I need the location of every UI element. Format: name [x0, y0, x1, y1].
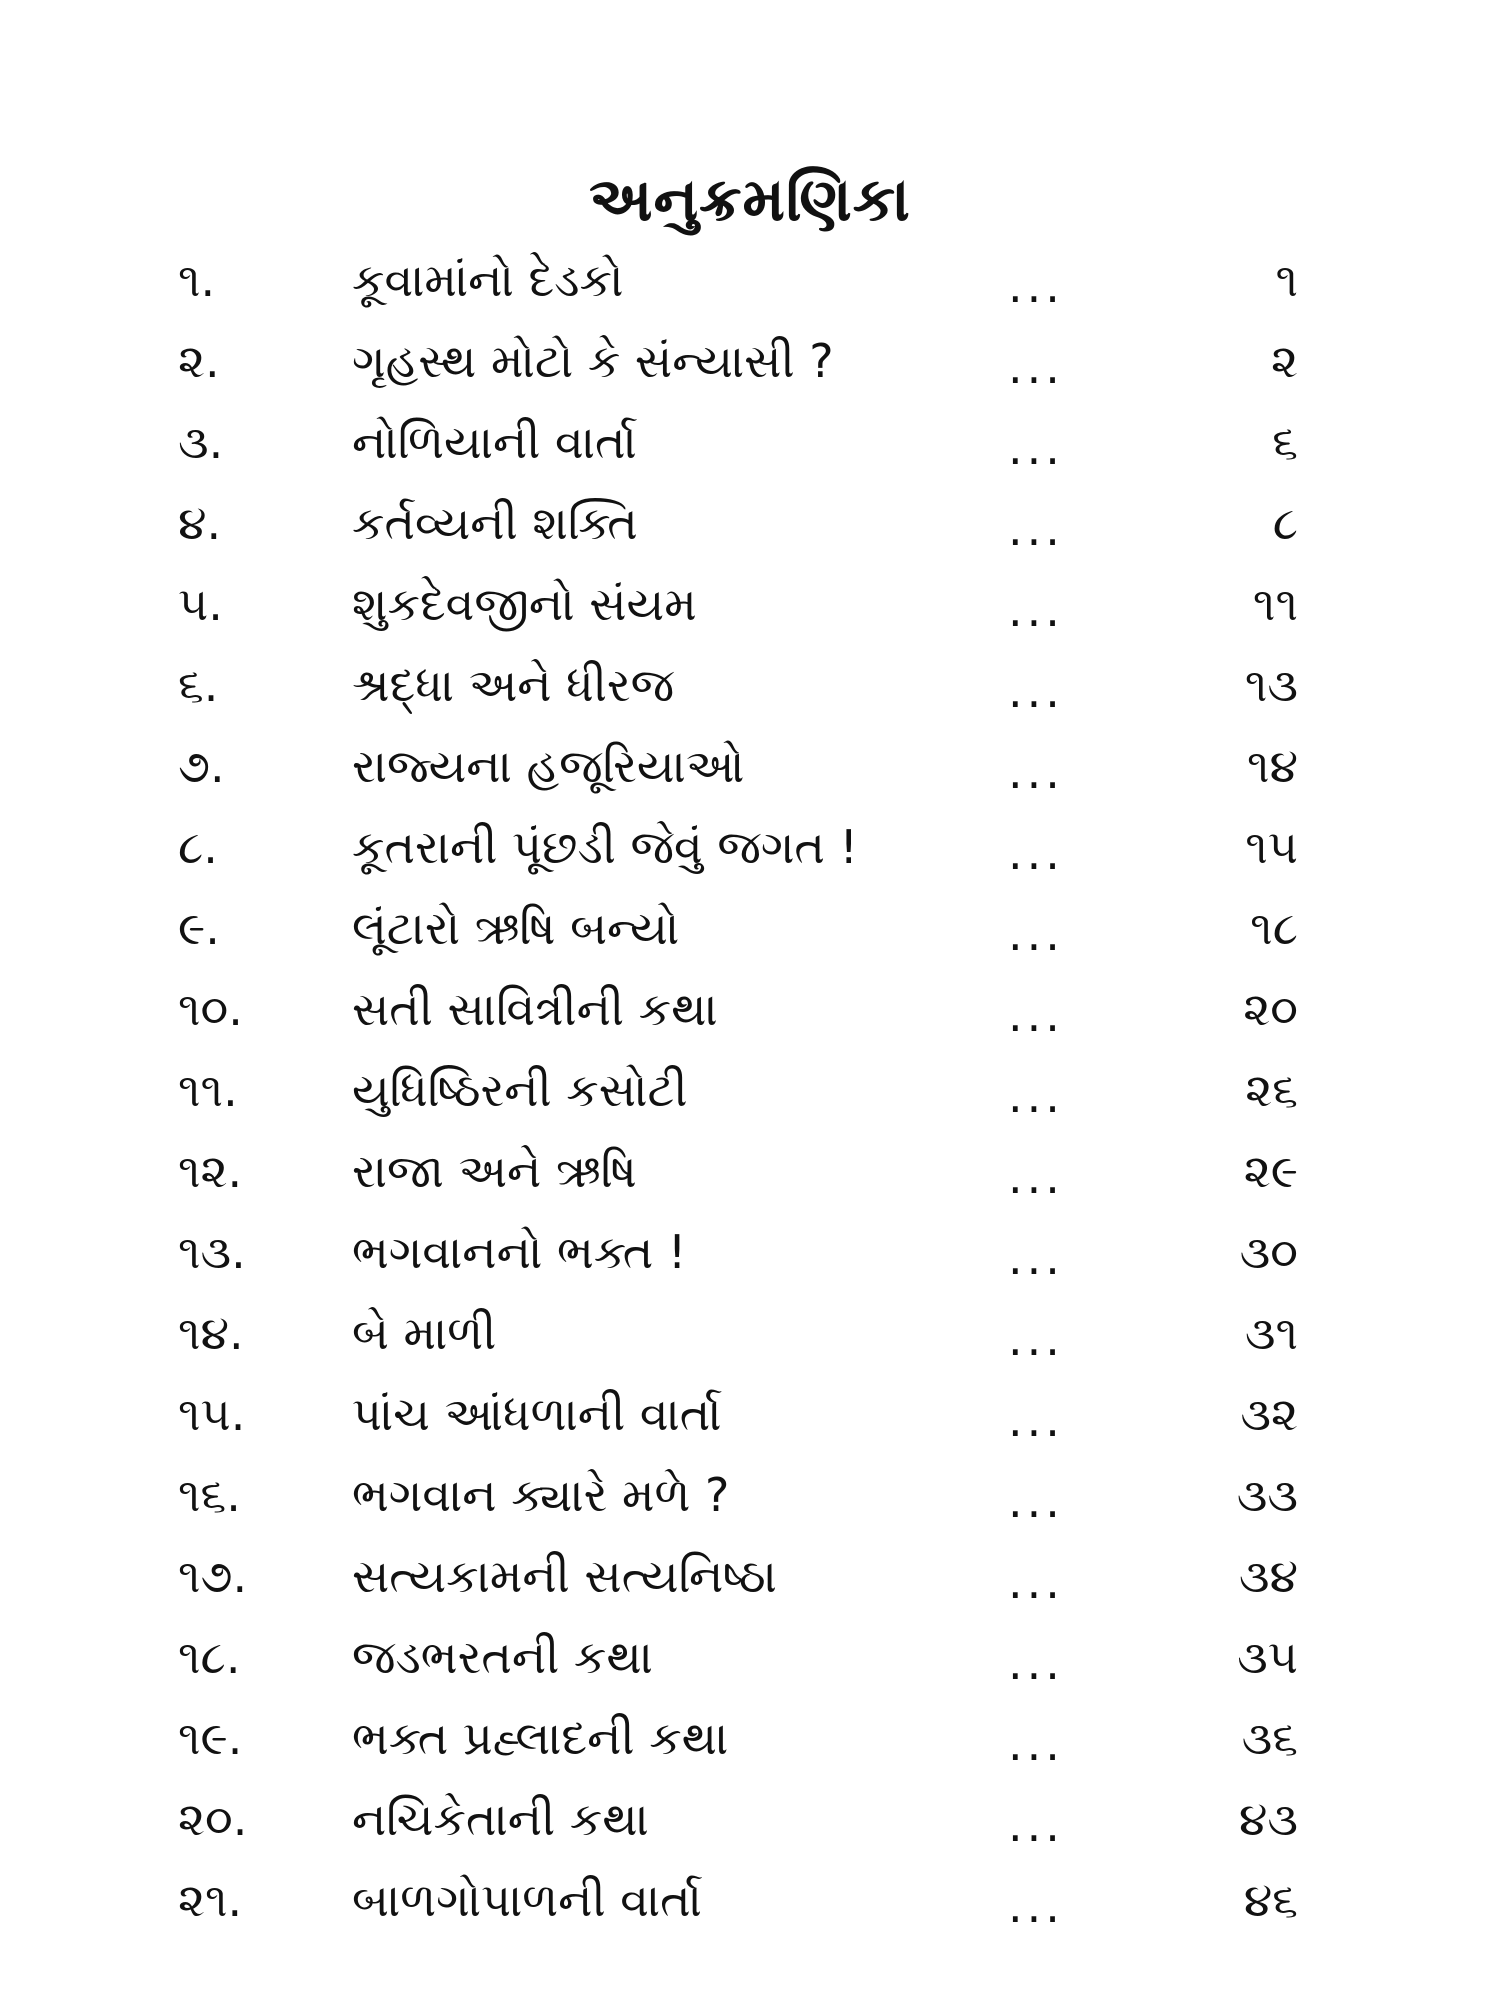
toc-entry-title: સત્યકામની સત્યનિષ્ઠા	[352, 1549, 777, 1603]
toc-entry-title: શુકદેવજીનો સંયમ	[352, 577, 697, 631]
toc-entry-title: સતી સાવિત્રીની કથા	[352, 982, 718, 1036]
toc-entry-page: ૩૧	[1244, 1306, 1298, 1360]
toc-leader-dots: ...	[1008, 421, 1064, 475]
toc-entry-title: ભગવાનનો ભક્ત !	[352, 1225, 687, 1279]
toc-entry-title: રાજ્યના હજૂરિયાઓ	[352, 739, 745, 793]
toc-entry-page: ૩૬	[1241, 1711, 1298, 1765]
toc-entry-title: નચિકેતાની કથા	[352, 1792, 649, 1846]
page-title: અનુક્રમણિકા	[589, 165, 911, 235]
toc-row	[0, 1860, 1500, 1941]
toc-row	[0, 969, 1500, 1050]
toc-row	[0, 645, 1500, 726]
toc-leader-dots: ...	[1008, 1879, 1064, 1933]
toc-entry-number: ૧.	[178, 253, 216, 307]
toc-entry-number: ૧૮.	[178, 1630, 241, 1684]
toc-entry-page: ૩૨	[1240, 1387, 1298, 1441]
toc-entry-page: ૨૦	[1243, 982, 1298, 1036]
toc-leader-dots: ...	[1008, 1150, 1064, 1204]
toc-entry-title: પાંચ આંધળાની વાર્તા	[352, 1387, 722, 1441]
toc-leader-dots: ...	[1008, 907, 1064, 961]
toc-leader-dots: ...	[1008, 826, 1064, 880]
toc-entry-number: ૧૫.	[178, 1387, 246, 1441]
toc-entry-number: ૨.	[178, 334, 220, 388]
toc-entry-title: બે માળી	[352, 1306, 497, 1360]
toc-entry-number: ૬.	[178, 658, 219, 712]
toc-row	[0, 483, 1500, 564]
toc-row	[0, 240, 1500, 321]
toc-leader-dots: ...	[1008, 1474, 1064, 1528]
toc-leader-dots: ...	[1008, 1069, 1064, 1123]
toc-entry-page: ૩૦	[1239, 1225, 1298, 1279]
toc-entry-page: ૮	[1272, 496, 1298, 550]
toc-entry-page: ૨૬	[1245, 1063, 1298, 1117]
toc-row	[0, 1050, 1500, 1131]
toc-entry-number: ૮.	[178, 820, 218, 874]
toc-row	[0, 1698, 1500, 1779]
toc-entry-number: ૧૨.	[178, 1144, 243, 1198]
toc-leader-dots: ...	[1008, 1231, 1064, 1285]
toc-leader-dots: ...	[1008, 988, 1064, 1042]
toc-leader-dots: ...	[1008, 664, 1064, 718]
toc-entry-title: લૂંટારો ઋષિ બન્યો	[352, 901, 680, 955]
toc-entry-title: બાળગોપાળની વાર્તા	[352, 1873, 702, 1927]
toc-leader-dots: ...	[1008, 340, 1064, 394]
toc-entry-number: ૧૬.	[178, 1468, 241, 1522]
toc-entry-page: ૪૬	[1243, 1873, 1298, 1927]
toc-entry-title: જડભરતની કથા	[352, 1630, 653, 1684]
toc-entry-page: ૨૯	[1243, 1144, 1298, 1198]
toc-entry-number: ૯.	[178, 901, 220, 955]
toc-row	[0, 1779, 1500, 1860]
toc-row	[0, 888, 1500, 969]
toc-row	[0, 1455, 1500, 1536]
toc-entry-title: ગૃહસ્થ મોટો કે સંન્યાસી ?	[352, 334, 834, 388]
toc-row	[0, 1536, 1500, 1617]
toc-entry-title: રાજા અને ઋષિ	[352, 1144, 637, 1198]
toc-entry-page: ૧૪	[1246, 739, 1298, 793]
toc-entry-page: ૧૩	[1244, 658, 1298, 712]
toc-entry-page: ૩૫	[1237, 1630, 1298, 1684]
toc-entry-title: યુધિષ્ઠિરની કસોટી	[352, 1063, 688, 1117]
toc-leader-dots: ...	[1008, 502, 1064, 556]
toc-leader-dots: ...	[1008, 583, 1064, 637]
toc-entry-number: ૭.	[178, 739, 225, 793]
toc-entry-number: ૫.	[178, 577, 223, 631]
toc-entry-title: ભક્ત પ્રહ્લાદની કથા	[352, 1711, 729, 1765]
toc-row	[0, 1212, 1500, 1293]
toc-entry-title: નોળિયાની વાર્તા	[352, 415, 637, 469]
toc-leader-dots: ...	[1008, 1636, 1064, 1690]
toc-row	[0, 1293, 1500, 1374]
toc-entry-page: ૬	[1272, 415, 1298, 469]
toc-leader-dots: ...	[1008, 1555, 1064, 1609]
toc-leader-dots: ...	[1008, 259, 1064, 313]
toc-entry-page: ૩૪	[1238, 1549, 1298, 1603]
toc-entry-number: ૧૯.	[178, 1711, 243, 1765]
toc-entry-title: કર્તવ્યની શક્તિ	[352, 496, 638, 550]
toc-entry-title: કૂવામાંનો દેડકો	[352, 253, 624, 307]
toc-entry-number: ૧૭.	[178, 1549, 248, 1603]
toc-leader-dots: ...	[1008, 1312, 1064, 1366]
toc-row	[0, 402, 1500, 483]
toc-entry-title: શ્રદ્ધા અને ધીરજ	[352, 658, 675, 712]
toc-entry-page: ૨	[1270, 334, 1298, 388]
toc-entry-number: ૩.	[178, 415, 224, 469]
toc-entry-title: ભગવાન ક્યારે મળે ?	[352, 1468, 730, 1522]
toc-entry-number: ૪.	[178, 496, 222, 550]
toc-leader-dots: ...	[1008, 1393, 1064, 1447]
toc-entry-number: ૨૧.	[178, 1873, 243, 1927]
toc-row	[0, 1617, 1500, 1698]
toc-leader-dots: ...	[1008, 1798, 1064, 1852]
toc-entry-page: ૩૩	[1236, 1468, 1298, 1522]
toc-row	[0, 807, 1500, 888]
toc-entry-title: કૂતરાની પૂંછડી જેવું જગત !	[352, 820, 858, 874]
toc-entry-number: ૧૪.	[178, 1306, 244, 1360]
toc-row	[0, 1374, 1500, 1455]
toc-entry-page: ૧૧	[1252, 577, 1298, 631]
toc-entry-number: ૧૦.	[178, 982, 243, 1036]
toc-row	[0, 564, 1500, 645]
toc-entry-page: ૧૮	[1250, 901, 1298, 955]
toc-row	[0, 321, 1500, 402]
toc-entry-number: ૨૦.	[178, 1792, 248, 1846]
toc-entry-number: ૧૩.	[178, 1225, 246, 1279]
table-of-contents	[0, 240, 1500, 1941]
toc-row	[0, 726, 1500, 807]
toc-entry-page: ૧૫	[1245, 820, 1298, 874]
toc-row	[0, 1131, 1500, 1212]
toc-leader-dots: ...	[1008, 745, 1064, 799]
toc-leader-dots: ...	[1008, 1717, 1064, 1771]
toc-entry-page: ૪૩	[1238, 1792, 1298, 1846]
toc-entry-number: ૧૧.	[178, 1063, 238, 1117]
toc-entry-page: ૧	[1275, 253, 1298, 307]
